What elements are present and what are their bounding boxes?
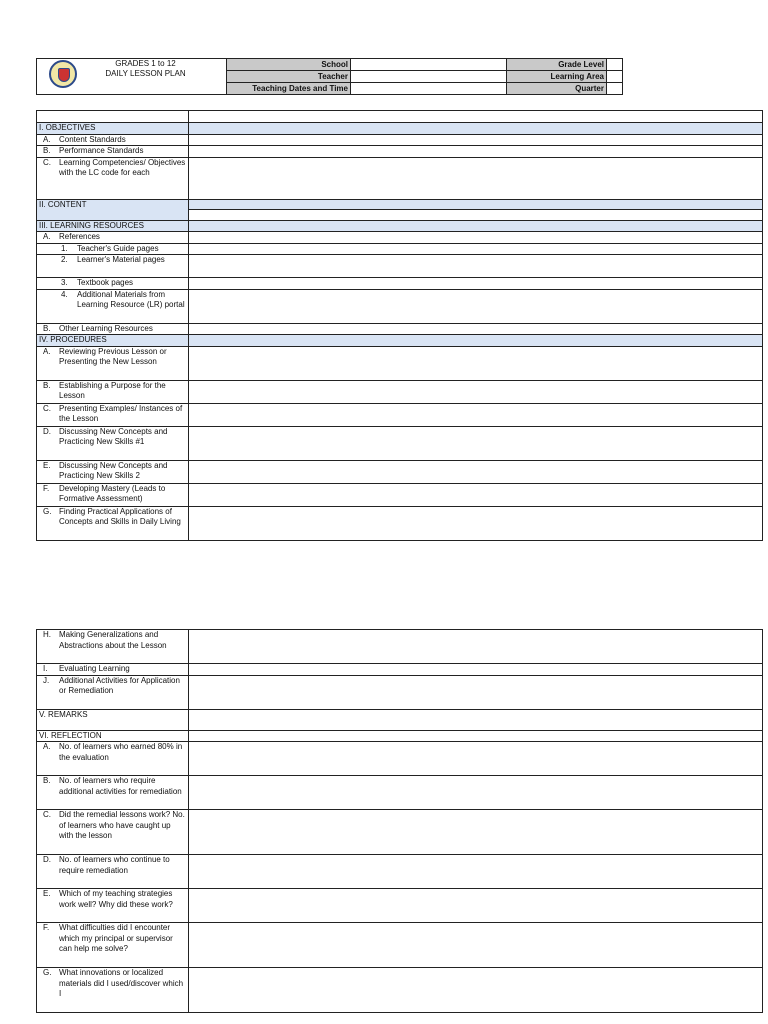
section-remarks: V. REMARKS <box>37 709 189 730</box>
title-line2: DAILY LESSON PLAN <box>105 69 186 78</box>
procedure-label: Making Generalizations and Abstractions about the Lesson <box>59 630 167 650</box>
procedure-label: Presenting Examples/ Instances of the Lesson <box>59 403 183 423</box>
table-row <box>37 506 763 540</box>
table-row <box>37 483 763 506</box>
table-row <box>37 776 763 810</box>
item-key: B. <box>43 776 51 785</box>
learning-competencies-label: Learning Competencies/ Objectives with the LC code for each <box>59 157 186 177</box>
reflection-label: No. of learners who continue to require remediation <box>59 855 170 875</box>
table-row <box>37 199 763 210</box>
title-line1: GRADES 1 to 12 <box>115 59 176 68</box>
additional-materials-label: Additional Materials from Learning Resource (LR) portal <box>77 289 185 309</box>
section-procedures: IV. PROCEDURES <box>37 335 189 347</box>
procedure-field[interactable] <box>189 630 763 664</box>
header-table <box>36 58 623 95</box>
teachers-guide-label: Teacher's Guide pages <box>77 243 159 253</box>
other-resources-field[interactable] <box>189 323 763 335</box>
performance-standards-field[interactable] <box>189 146 763 158</box>
table-row <box>37 380 763 403</box>
references-label: References <box>59 232 100 241</box>
performance-standards-label: Performance Standards <box>59 146 144 155</box>
table-row <box>37 157 763 199</box>
procedure-field[interactable] <box>189 506 763 540</box>
item-key: A. <box>43 232 51 241</box>
item-key: C. <box>43 157 51 167</box>
procedure-label: Additional Activities for Application or Remediation <box>59 675 180 695</box>
teacher-field[interactable] <box>351 71 507 83</box>
procedure-field[interactable] <box>189 664 763 676</box>
reflection-answer[interactable] <box>189 776 763 810</box>
deped-seal-logo <box>49 60 77 88</box>
table-row <box>37 346 763 380</box>
reflection-answer[interactable] <box>189 889 763 923</box>
table-row <box>37 111 763 123</box>
procedure-label: Reviewing Previous Lesson or Presenting the New Lesson <box>59 346 167 366</box>
item-key: A. <box>43 134 51 144</box>
table-row <box>37 630 763 664</box>
item-key: 2. <box>61 255 68 264</box>
content-standards-label: Content Standards <box>59 134 126 144</box>
table-row <box>37 243 763 255</box>
additional-materials-field[interactable] <box>189 289 763 323</box>
item-key: A. <box>43 742 51 751</box>
item-key: I. <box>43 664 48 673</box>
quarter-field[interactable] <box>607 83 623 95</box>
remarks-field[interactable] <box>189 709 763 730</box>
reflection-answer[interactable] <box>189 810 763 855</box>
reflection-answer[interactable] <box>189 968 763 1013</box>
section-content: II. CONTENT <box>37 199 189 220</box>
reflection-answer[interactable] <box>189 855 763 889</box>
teacher-label: Teacher <box>227 71 351 83</box>
procedure-label: Establishing a Purpose for the Lesson <box>59 380 166 400</box>
other-resources-label: Other Learning Resources <box>59 323 153 333</box>
teachers-guide-field[interactable] <box>189 243 763 255</box>
section-row <box>37 220 763 232</box>
content-field[interactable] <box>189 199 763 210</box>
table-row <box>37 232 763 244</box>
item-key: 1. <box>61 243 68 253</box>
reflection-label: No. of learners who require additional activities for remediation <box>59 776 182 796</box>
item-key: C. <box>43 403 51 413</box>
procedure-label: Discussing New Concepts and Practicing New Skills 2 <box>59 460 168 480</box>
table-row <box>37 730 763 742</box>
textbook-pages-field[interactable] <box>189 278 763 290</box>
item-key: D. <box>43 855 51 864</box>
table-row <box>37 968 763 1013</box>
item-key: E. <box>43 889 51 898</box>
reflection-label: Which of my teaching strategies work well? Why did these work? <box>59 889 173 909</box>
table-row <box>37 889 763 923</box>
table-row <box>37 855 763 889</box>
table-row <box>37 289 763 323</box>
item-key: D. <box>43 426 51 436</box>
table-row <box>37 403 763 426</box>
reflection-label: What innovations or localized materials did I used/discover which I <box>59 968 184 998</box>
item-key: G. <box>43 506 52 516</box>
learning-area-label: Learning Area <box>507 71 607 83</box>
item-key: F. <box>43 923 50 932</box>
item-key: J. <box>43 675 50 685</box>
table-row <box>37 709 763 730</box>
procedure-field[interactable] <box>189 346 763 380</box>
item-key: C. <box>43 810 51 819</box>
table-row <box>37 923 763 968</box>
table-row <box>37 134 763 146</box>
references-field[interactable] <box>189 232 763 244</box>
content-field-2[interactable] <box>189 210 763 221</box>
procedure-field[interactable] <box>189 675 763 709</box>
section-resources: III. LEARNING RESOURCES <box>37 220 189 232</box>
item-key: 4. <box>61 289 68 299</box>
reflection-label: What difficulties did I encounter which my principal or supervisor can help me solve? <box>59 923 173 953</box>
section-row <box>37 335 763 347</box>
item-key: B. <box>43 146 51 155</box>
blank-cell[interactable] <box>189 111 763 123</box>
teaching-dates-label: Teaching Dates and Time <box>227 83 351 95</box>
table-row <box>37 810 763 855</box>
reflection-field[interactable] <box>189 730 763 742</box>
quarter-label: Quarter <box>507 83 607 95</box>
table-row <box>37 255 763 278</box>
grade-level-label: Grade Level <box>507 59 607 71</box>
learning-competencies-field[interactable] <box>189 157 763 199</box>
procedure-field[interactable] <box>189 460 763 483</box>
lesson-plan-table-1 <box>36 110 763 541</box>
item-key: B. <box>43 323 51 333</box>
item-key: 3. <box>61 278 68 287</box>
table-row <box>37 426 763 460</box>
procedure-label: Evaluating Learning <box>59 664 130 673</box>
table-row <box>37 664 763 676</box>
table-row <box>37 278 763 290</box>
item-key: H. <box>43 630 51 639</box>
reflection-label: No. of learners who earned 80% in the evaluation <box>59 742 183 762</box>
reflection-answer[interactable] <box>189 923 763 968</box>
learners-material-label: Learner's Material pages <box>77 255 165 264</box>
teaching-dates-field[interactable] <box>351 83 507 95</box>
item-key: F. <box>43 483 50 493</box>
reflection-label: Did the remedial lessons work? No. of learners who have caught up with the lesson <box>59 810 185 840</box>
textbook-pages-label: Textbook pages <box>77 278 134 287</box>
lesson-plan-table-2 <box>36 629 763 1013</box>
school-label: School <box>227 59 351 71</box>
table-row <box>37 742 763 776</box>
header-logo-cell <box>37 59 227 95</box>
learners-material-field[interactable] <box>189 255 763 278</box>
grade-level-field[interactable] <box>607 59 623 71</box>
procedure-field[interactable] <box>189 380 763 403</box>
content-standards-field[interactable] <box>189 134 763 146</box>
procedure-field[interactable] <box>189 426 763 460</box>
section-objectives: I. OBJECTIVES <box>37 123 189 135</box>
procedure-field[interactable] <box>189 403 763 426</box>
procedure-label: Developing Mastery (Leads to Formative Assessment) <box>59 483 166 503</box>
table-row <box>37 323 763 335</box>
item-key: B. <box>43 380 51 390</box>
reflection-answer[interactable] <box>189 742 763 776</box>
section-reflection: VI. REFLECTION <box>37 730 189 742</box>
procedure-label: Finding Practical Applications of Concepts and Skills in Daily Living <box>59 506 181 526</box>
section-row <box>37 123 763 135</box>
table-row <box>37 146 763 158</box>
procedure-label: Discussing New Concepts and Practicing New Skills #1 <box>59 426 168 446</box>
item-key: A. <box>43 346 51 356</box>
item-key: E. <box>43 460 51 470</box>
school-field[interactable] <box>351 59 507 71</box>
table-row <box>37 675 763 709</box>
learning-area-field[interactable] <box>607 71 623 83</box>
item-key: G. <box>43 968 52 977</box>
table-row <box>37 460 763 483</box>
procedure-field[interactable] <box>189 483 763 506</box>
